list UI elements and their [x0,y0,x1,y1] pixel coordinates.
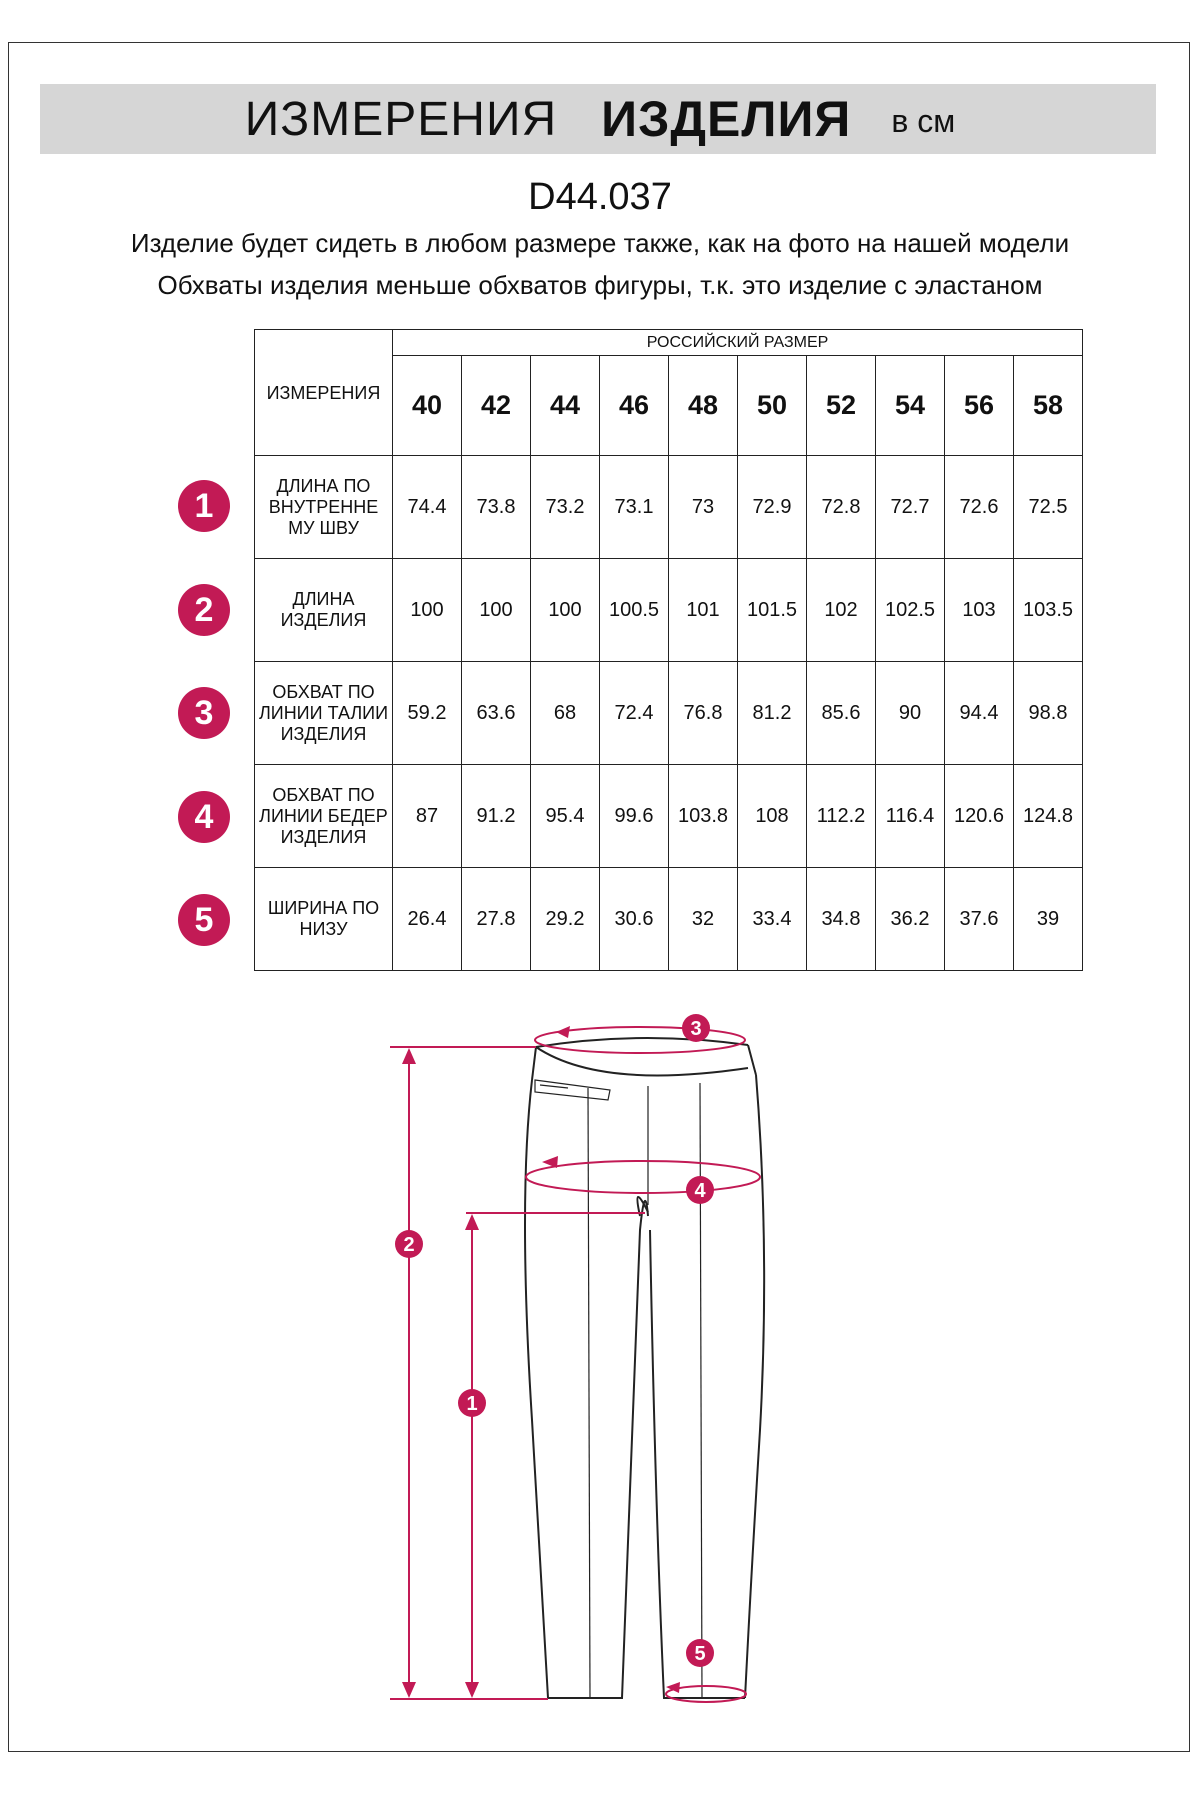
table-cell: 120.6 [945,765,1014,868]
table-cell: 81.2 [738,662,807,765]
table-cell: 74.4 [393,456,462,559]
elastane-note: Обхваты изделия меньше обхватов фигуры, т.к. это изделие с эластаном [157,270,1043,300]
diagram-marker-5 [686,1639,714,1667]
table-cell: 73 [669,456,738,559]
table-cell: 72.7 [876,456,945,559]
size-header: 44 [531,356,600,456]
row-number-badge: 4 [178,791,230,843]
table-cell: 72.6 [945,456,1014,559]
row-number-badge: 2 [178,584,230,636]
row-label: ДЛИНА ИЗДЕЛИЯ [255,559,393,662]
table-cell: 34.8 [807,868,876,971]
row-number-badge: 5 [178,894,230,946]
table-cell: 103.5 [1014,559,1083,662]
title-bold: ИЗДЕЛИЯ [601,91,852,147]
table-cell: 72.9 [738,456,807,559]
table-cell: 124.8 [1014,765,1083,868]
table-cell: 26.4 [393,868,462,971]
table-cell: 76.8 [669,662,738,765]
table-cell: 63.6 [462,662,531,765]
table-cell: 85.6 [807,662,876,765]
measurement-markings [390,1027,760,1702]
product-code: D44.037 [528,176,672,218]
size-header: 50 [738,356,807,456]
table-cell: 29.2 [531,868,600,971]
table-cell: 91.2 [462,765,531,868]
size-header: 48 [669,356,738,456]
table-cell: 101.5 [738,559,807,662]
table-cell: 32 [669,868,738,971]
table-cell: 87 [393,765,462,868]
size-header: 42 [462,356,531,456]
table-cell: 100 [531,559,600,662]
table-cell: 103 [945,559,1014,662]
svg-text:5: 5 [694,1643,706,1665]
row-label: ОБХВАТ ПО ЛИНИИ БЕДЕР ИЗДЕЛИЯ [255,765,393,868]
row-label: ОБХВАТ ПО ЛИНИИ ТАЛИИ ИЗДЕЛИЯ [255,662,393,765]
table-cell: 73.8 [462,456,531,559]
table-cell: 100.5 [600,559,669,662]
size-header: 46 [600,356,669,456]
table-cell: 37.6 [945,868,1014,971]
svg-text:4: 4 [694,1180,706,1202]
size-header: 54 [876,356,945,456]
fit-note: Изделие будет сидеть в любом размере также, как на фото на нашей модели [130,228,1070,258]
table-cell: 90 [876,662,945,765]
table-cell: 72.5 [1014,456,1083,559]
table-cell: 95.4 [531,765,600,868]
table-cell: 94.4 [945,662,1014,765]
table-cell: 103.8 [669,765,738,868]
table-cell: 108 [738,765,807,868]
size-header: 58 [1014,356,1083,456]
table-cell: 39 [1014,868,1083,971]
table-cell: 98.8 [1014,662,1083,765]
table-cell: 30.6 [600,868,669,971]
diagram-marker-4 [686,1176,714,1204]
table-cell: 112.2 [807,765,876,868]
table-cell: 33.4 [738,868,807,971]
table-cell: 73.1 [600,456,669,559]
title-light: ИЗМЕРЕНИЯ [244,92,558,146]
table-cell: 73.2 [531,456,600,559]
svg-text:1: 1 [466,1393,478,1415]
size-header: 52 [807,356,876,456]
table-cell: 99.6 [600,765,669,868]
table-cell: 68 [531,662,600,765]
table-cell: 100 [393,559,462,662]
table-cell: 27.8 [462,868,531,971]
row-label: ШИРИНА ПО НИЗУ [255,868,393,971]
measurement-header: ИЗМЕРЕНИЯ [255,330,393,456]
table-cell: 72.8 [807,456,876,559]
trousers-outline [525,1038,764,1698]
arrow-heads [402,1026,680,1698]
row-number-badge: 1 [178,480,230,532]
size-header: 40 [393,356,462,456]
table-cell: 101 [669,559,738,662]
size-group-header: РОССИЙСКИЙ РАЗМЕР [393,330,1083,356]
row-number-badge: 3 [178,687,230,739]
table-cell: 100 [462,559,531,662]
table-cell: 36.2 [876,868,945,971]
svg-text:3: 3 [690,1018,702,1040]
table-cell: 59.2 [393,662,462,765]
diagram-marker-1 [458,1389,486,1417]
diagram-marker-3 [682,1014,710,1042]
size-header: 56 [945,356,1014,456]
table-cell: 102.5 [876,559,945,662]
title-unit: в см [891,102,956,139]
table-cell: 102 [807,559,876,662]
row-label: ДЛИНА ПО ВНУТРЕННЕ МУ ШВУ [255,456,393,559]
diagram-marker-2 [395,1230,423,1258]
svg-text:2: 2 [403,1234,415,1256]
table-cell: 72.4 [600,662,669,765]
table-cell: 116.4 [876,765,945,868]
